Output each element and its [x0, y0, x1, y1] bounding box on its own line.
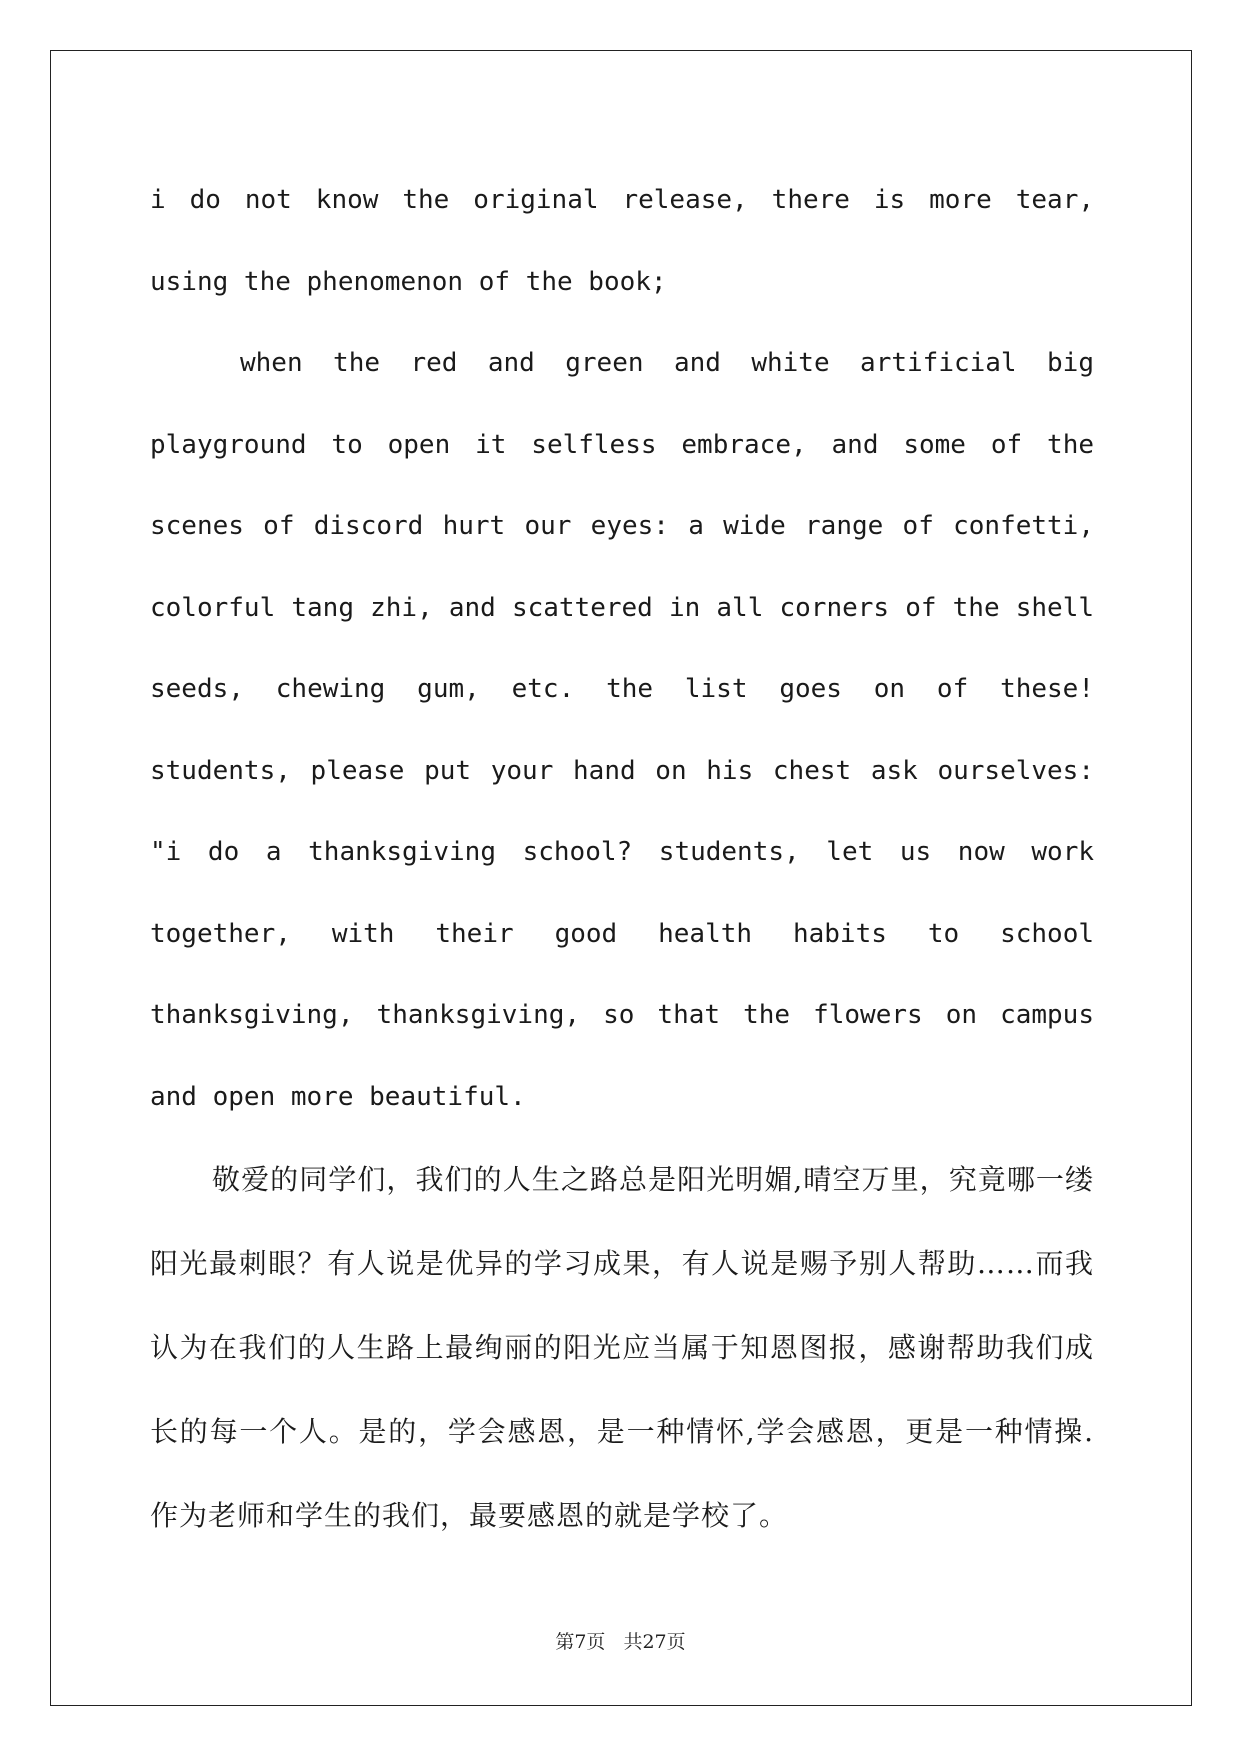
page-total: 共27页 — [623, 1631, 686, 1653]
page-number: 第7页 — [555, 1631, 606, 1653]
document-body — [150, 160, 1094, 1558]
page-footer — [0, 1627, 1241, 1654]
paragraph-1: i do not know the original release, there is more tear, using the phenomenon of the book; — [150, 185, 1094, 297]
paragraph-3: 敬爱的同学们，我们的人生之路总是阳光明媚,晴空万里，究竟哪一缕阳光最刺眼？有人说是优异的学习成果，有人说是赐予别人帮助……而我认为在我们的人生路上最绚丽的阳光应当属于知恩图报，感谢帮助我们成长的每一个人。是的，学会感恩，是一种情怀,学会感恩，更是一种情操. 作为老师和学生的我们，最要感恩的就是学校了。 — [150, 1163, 1094, 1532]
paragraph-2: when the red and green and white artificial big playground to open it selfless embrace, and some of the scenes of discord hurt our eyes: a wide range of confetti, colorful tang zhi, and scattered in all corners of the shell seeds, chewing gum, etc. the list goes on of these! students, please put your hand on his chest ask ourselves: "i do a thanksgiving school? students, let us now work together, with their good health habits to school thanksgiving, thanksgiving, so that the flowers on campus and open more beautiful. — [150, 348, 1094, 1112]
